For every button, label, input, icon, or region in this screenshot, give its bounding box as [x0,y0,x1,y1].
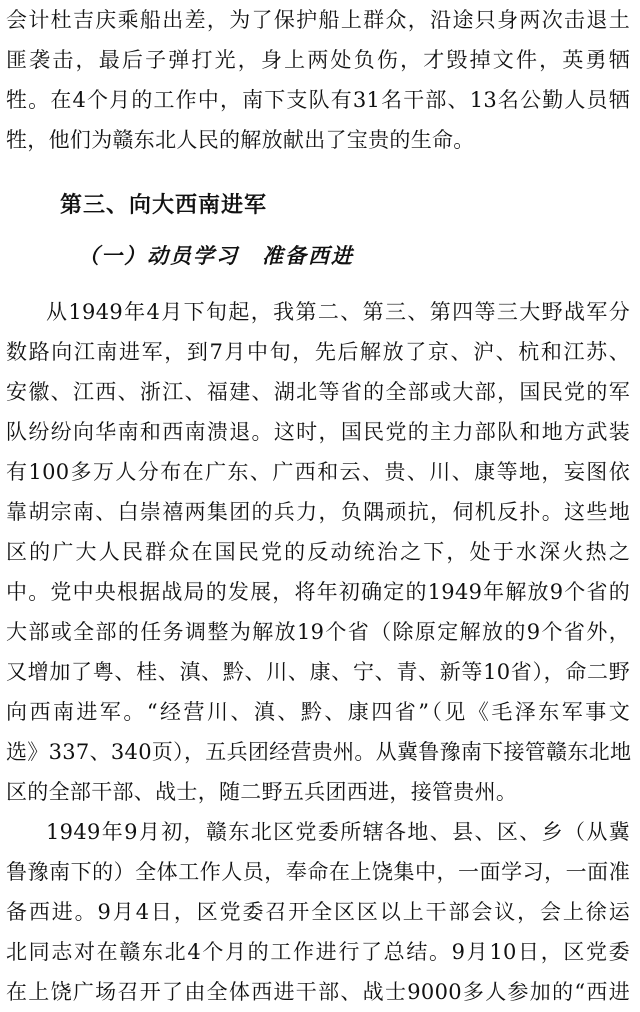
section-heading: 第三、向大西南进军 [60,193,268,218]
intro-line: 会计杜吉庆乘船出差，为了保护船上群众，沿途只身两次击退土 [6,8,630,32]
paragraph2-line: 备西进。9月4日，区党委召开全区区以上干部会议，会上徐运 [6,900,630,924]
paragraph1-line: 安徽、江西、浙江、福建、湖北等省的全部或大部，国民党的军 [6,380,630,404]
intro-line: 牲，他们为赣东北人民的解放献出了宝贵的生命。 [6,128,475,152]
intro-line: 匪袭击，最后子弹打光，身上两处负伤，才毁掉文件，英勇牺 [6,48,630,72]
paragraph1-line: 区的广大人民群众在国民党的反动统治之下，处于水深火热之 [6,540,630,564]
paragraph1-line: 选》337、340页），五兵团经营贵州。从冀鲁豫南下接管赣东北地 [6,740,632,764]
paragraph1-line: 又增加了粤、桂、滇、黔、川、康、宁、青、新等10省），命二野 [6,660,630,684]
paragraph1-line: 中。党中央根据战局的发展，将年初确定的1949年解放9个省的 [6,580,630,604]
paragraph1-line: 有100多万人分布在广东、广西和云、贵、川、康等地，妄图依 [6,460,630,484]
paragraph1-line: 区的全部干部、战士，随二野五兵团西进，接管贵州。 [6,780,518,804]
subsection-heading: （一）动员学习 准备西进 [78,243,354,268]
paragraph2-line: 北同志对在赣东北4个月的工作进行了总结。9月10日，区党委 [6,940,630,964]
paragraph1-line: 队纷纷向华南和西南溃退。这时，国民党的主力部队和地方武装 [6,420,630,444]
paragraph2-line: 在上饶广场召开了由全体西进干部、战士9000多人参加的“西进 [6,980,630,1004]
paragraph1-line: 向西南进军。“经营川、滇、黔、康四省”（见《毛泽东军事文 [6,700,630,724]
paragraph1-line: 从1949年4月下旬起，我第二、第三、第四等三大野战军分 [46,300,630,324]
paragraph2-line: 1949年9月初，赣东北区党委所辖各地、县、区、乡（从冀 [46,820,630,844]
intro-line: 牲。在4个月的工作中，南下支队有31名干部、13名公勤人员牺 [6,88,630,112]
paragraph1-line: 大部或全部的任务调整为解放19个省（除原定解放的9个省外， [6,620,630,644]
paragraph2-line: 鲁豫南下的）全体工作人员，奉命在上饶集中，一面学习，一面准 [6,860,630,884]
paragraph1-line: 靠胡宗南、白崇禧两集团的兵力，负隅顽抗，伺机反扑。这些地 [6,500,630,524]
paragraph1-line: 数路向江南进军，到7月中旬，先后解放了京、沪、杭和江苏、 [6,340,630,364]
